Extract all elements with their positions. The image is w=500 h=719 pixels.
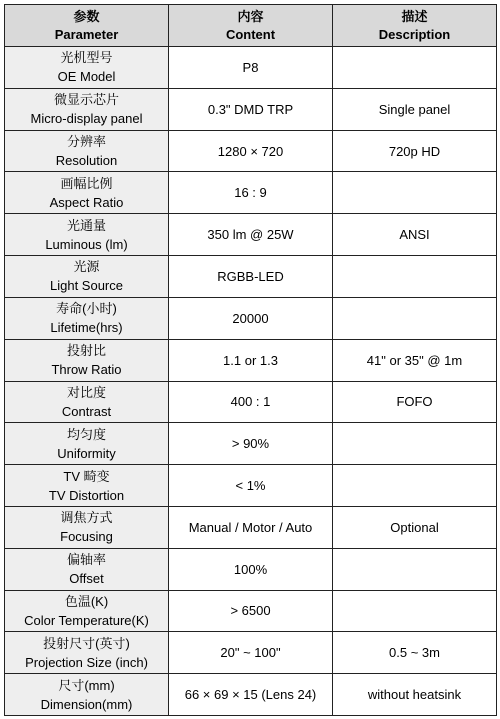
description-cell: without heatsink xyxy=(333,674,497,716)
content-cell: Manual / Motor / Auto xyxy=(169,506,333,548)
header-parameter xyxy=(5,5,169,47)
parameter-name-zh: TV 畸变 xyxy=(63,468,110,484)
content-cell: 20000 xyxy=(169,297,333,339)
description-cell: ANSI xyxy=(333,214,497,256)
parameter-name-en: Luminous (lm) xyxy=(45,236,128,252)
header-content-en: Content xyxy=(225,26,276,42)
description-cell xyxy=(333,47,497,89)
parameter-name-zh: 光通量 xyxy=(66,217,106,233)
parameter-name-en: TV Distortion xyxy=(48,487,125,503)
parameter-name-en: Focusing xyxy=(60,529,113,545)
table-row xyxy=(5,465,497,507)
parameter-name-en: Lifetime(hrs) xyxy=(50,320,123,336)
parameter-name-zh: 对比度 xyxy=(66,384,106,400)
parameter-cell xyxy=(5,423,169,465)
parameter-name-zh: 调焦方式 xyxy=(60,510,113,526)
content-cell: 100% xyxy=(169,548,333,590)
parameter-name-en: Aspect Ratio xyxy=(49,194,124,210)
parameter-name-en: OE Model xyxy=(57,69,116,85)
description-cell xyxy=(333,423,497,465)
table-row xyxy=(5,506,497,548)
header-row xyxy=(5,5,497,47)
parameter-cell xyxy=(5,172,169,214)
parameter-name-en: Color Temperature(K) xyxy=(24,612,149,628)
content-cell: 1280 × 720 xyxy=(169,130,333,172)
header-description xyxy=(333,5,497,47)
description-cell: Optional xyxy=(333,506,497,548)
table-row xyxy=(5,214,497,256)
parameter-name-en: Light Source xyxy=(50,278,123,294)
parameter-cell xyxy=(5,47,169,89)
description-cell: 41" or 35" @ 1m xyxy=(333,339,497,381)
description-cell xyxy=(333,548,497,590)
content-cell: > 90% xyxy=(169,423,333,465)
header-description-zh: 描述 xyxy=(401,8,428,24)
parameter-cell xyxy=(5,88,169,130)
table-row xyxy=(5,339,497,381)
spec-table xyxy=(4,4,497,716)
parameter-cell xyxy=(5,674,169,716)
description-cell xyxy=(333,465,497,507)
content-cell: > 6500 xyxy=(169,590,333,632)
description-cell: 720p HD xyxy=(333,130,497,172)
parameter-name-en: Throw Ratio xyxy=(51,362,122,378)
parameter-name-en: Micro-display panel xyxy=(30,111,143,127)
parameter-cell xyxy=(5,632,169,674)
content-cell: 66 × 69 × 15 (Lens 24) xyxy=(169,674,333,716)
parameter-cell xyxy=(5,297,169,339)
parameter-cell xyxy=(5,339,169,381)
parameter-name-zh: 画幅比例 xyxy=(60,175,113,191)
table-row xyxy=(5,590,497,632)
description-cell xyxy=(333,172,497,214)
content-cell: 350 lm @ 25W xyxy=(169,214,333,256)
content-cell: < 1% xyxy=(169,465,333,507)
parameter-cell xyxy=(5,590,169,632)
parameter-name-zh: 光机型号 xyxy=(60,50,113,66)
table-row xyxy=(5,297,497,339)
header-parameter-en: Parameter xyxy=(54,26,119,42)
parameter-name-zh: 偏轴率 xyxy=(66,552,106,568)
parameter-name-zh: 光源 xyxy=(73,259,100,275)
header-parameter-zh: 参数 xyxy=(73,8,100,24)
content-cell: 16 : 9 xyxy=(169,172,333,214)
table-row xyxy=(5,381,497,423)
parameter-name-zh: 寿命(小时) xyxy=(56,301,117,317)
description-cell xyxy=(333,590,497,632)
parameter-name-en: Projection Size (inch) xyxy=(25,654,148,670)
parameter-name-zh: 均匀度 xyxy=(66,426,106,442)
parameter-name-zh: 色温(K) xyxy=(64,593,109,609)
parameter-name-zh: 尺寸(mm) xyxy=(58,677,115,693)
parameter-name-en: Offset xyxy=(69,571,104,587)
parameter-name-en: Resolution xyxy=(55,153,118,169)
parameter-cell xyxy=(5,214,169,256)
parameter-cell xyxy=(5,256,169,298)
parameter-name-en: Dimension(mm) xyxy=(40,696,133,712)
description-cell xyxy=(333,256,497,298)
table-row xyxy=(5,47,497,89)
parameter-cell xyxy=(5,506,169,548)
parameter-cell xyxy=(5,381,169,423)
table-row xyxy=(5,88,497,130)
content-cell: P8 xyxy=(169,47,333,89)
content-cell: 400 : 1 xyxy=(169,381,333,423)
content-cell: 20" ~ 100" xyxy=(169,632,333,674)
parameter-cell xyxy=(5,465,169,507)
description-cell: FOFO xyxy=(333,381,497,423)
table-row xyxy=(5,548,497,590)
parameter-name-en: Uniformity xyxy=(57,445,116,461)
parameter-name-en: Contrast xyxy=(61,403,112,419)
header-content-zh: 内容 xyxy=(237,8,264,24)
header-content xyxy=(169,5,333,47)
table-row xyxy=(5,172,497,214)
parameter-name-zh: 微显示芯片 xyxy=(53,92,119,108)
description-cell: 0.5 ~ 3m xyxy=(333,632,497,674)
parameter-cell xyxy=(5,548,169,590)
parameter-name-zh: 投射比 xyxy=(66,343,106,359)
table-row xyxy=(5,423,497,465)
description-cell: Single panel xyxy=(333,88,497,130)
spec-body xyxy=(5,47,497,716)
header-description-en: Description xyxy=(378,26,451,42)
table-row xyxy=(5,256,497,298)
table-row xyxy=(5,674,497,716)
table-row xyxy=(5,632,497,674)
parameter-cell xyxy=(5,130,169,172)
content-cell: 1.1 or 1.3 xyxy=(169,339,333,381)
parameter-name-zh: 投射尺寸(英寸) xyxy=(43,635,130,651)
content-cell: RGBB-LED xyxy=(169,256,333,298)
content-cell: 0.3" DMD TRP xyxy=(169,88,333,130)
parameter-name-zh: 分辨率 xyxy=(66,134,106,150)
table-row xyxy=(5,130,497,172)
description-cell xyxy=(333,297,497,339)
